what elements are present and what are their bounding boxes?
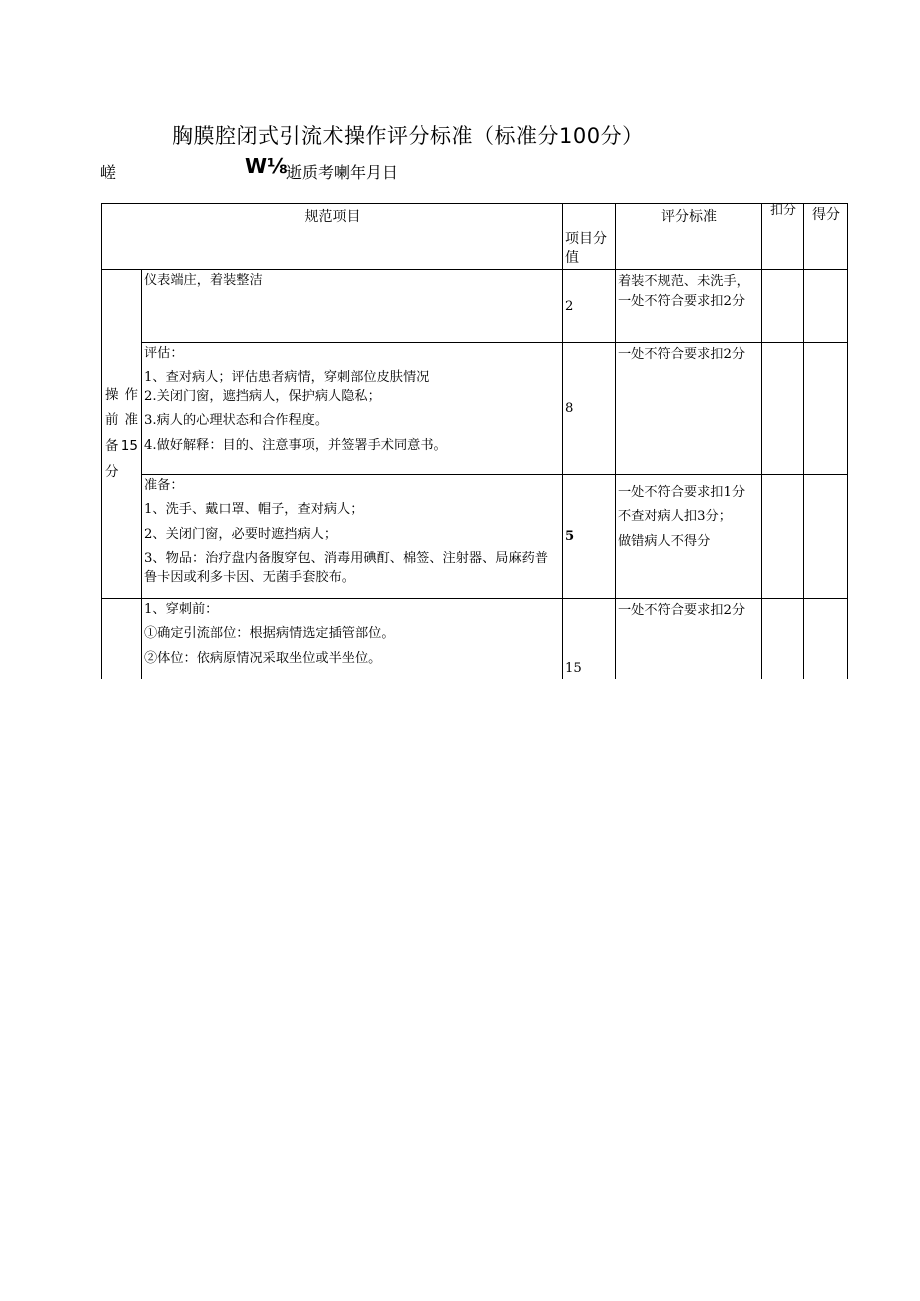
table-row [102, 270, 848, 343]
meta-code-text: W⅛ [245, 154, 288, 178]
row-points: 2 [563, 270, 616, 343]
criteria-line: 不查对病人扣3分； [618, 509, 732, 525]
content-line: 3、物品：治疗盘内备腹穿包、消毒用碘酊、棉签、注射器、局麻药普鲁卡因或利多卡因、无菌手套胶布。 [144, 551, 549, 585]
criteria-line: 一处不符合要求扣1分 [618, 485, 746, 500]
row-content [142, 270, 563, 343]
header-item: 规范项目 [102, 204, 563, 270]
criteria-line: 一处不符合要求扣2分 [618, 347, 746, 362]
score-cell[interactable] [804, 343, 848, 475]
table-header-row [102, 204, 848, 270]
table-row [102, 475, 848, 599]
meta-info-text: 逝质考喇年月日 [286, 163, 399, 182]
row-criteria [616, 599, 762, 679]
content-line: ②体位：依病原情况采取坐位或半坐位。 [144, 650, 382, 666]
page-title: 胸膜腔闭式引流术操作评分标准（标准分100分） [172, 124, 644, 148]
row-criteria [616, 343, 762, 475]
content-line: 1、洗手、戴口罩、帽子，查对病人； [144, 502, 364, 518]
meta-left-text: 嵯 [100, 163, 117, 182]
row-points: 5 [563, 475, 616, 599]
deduct-cell[interactable] [762, 599, 804, 679]
section-label-procedure [102, 599, 142, 679]
scoring-table [101, 203, 848, 679]
deduct-cell[interactable] [762, 270, 804, 343]
section-label-pre-op: 操作前准备15分 [102, 270, 142, 599]
row-points: 8 [563, 343, 616, 475]
header-criteria: 评分标准 [616, 204, 762, 270]
content-line: 1、穿刺前： [144, 602, 219, 617]
score-cell[interactable] [804, 475, 848, 599]
row-content [142, 599, 563, 679]
criteria-line: 着装不规范、未洗手，一处不符合要求扣2分 [618, 274, 750, 310]
criteria-line: 一处不符合要求扣2分 [618, 603, 746, 618]
content-line: 2.关闭门窗，遮挡病人，保护病人隐私； [144, 388, 381, 404]
content-line: 仪表端庄，着装整洁 [144, 273, 263, 288]
deduct-cell[interactable] [762, 475, 804, 599]
content-line: 准备： [144, 478, 184, 493]
content-line: 2、关闭门窗，必要时遮挡病人； [144, 526, 338, 542]
row-criteria [616, 475, 762, 599]
content-line: 3.病人的心理状态和合作程度。 [144, 413, 329, 429]
content-line: 4.做好解释：目的、注意事项，并签署手术同意书。 [144, 437, 447, 453]
row-content [142, 343, 563, 475]
score-cell[interactable] [804, 270, 848, 343]
header-deduct: 扣分 [762, 204, 804, 270]
score-cell[interactable] [804, 599, 848, 679]
row-points: 15 [563, 599, 616, 679]
content-line: 评估： [144, 346, 184, 361]
header-points: 项目分值 [563, 204, 616, 270]
content-line: ①确定引流部位：根据病情选定插管部位。 [144, 626, 395, 642]
row-content [142, 475, 563, 599]
criteria-line: 做错病人不得分 [618, 533, 711, 549]
row-criteria [616, 270, 762, 343]
table-row [102, 599, 848, 679]
deduct-cell[interactable] [762, 343, 804, 475]
content-line: 1、查对病人；评估患者病情，穿刺部位皮肤情况 [144, 370, 430, 386]
table-row [102, 343, 848, 475]
header-score: 得分 [804, 204, 848, 270]
